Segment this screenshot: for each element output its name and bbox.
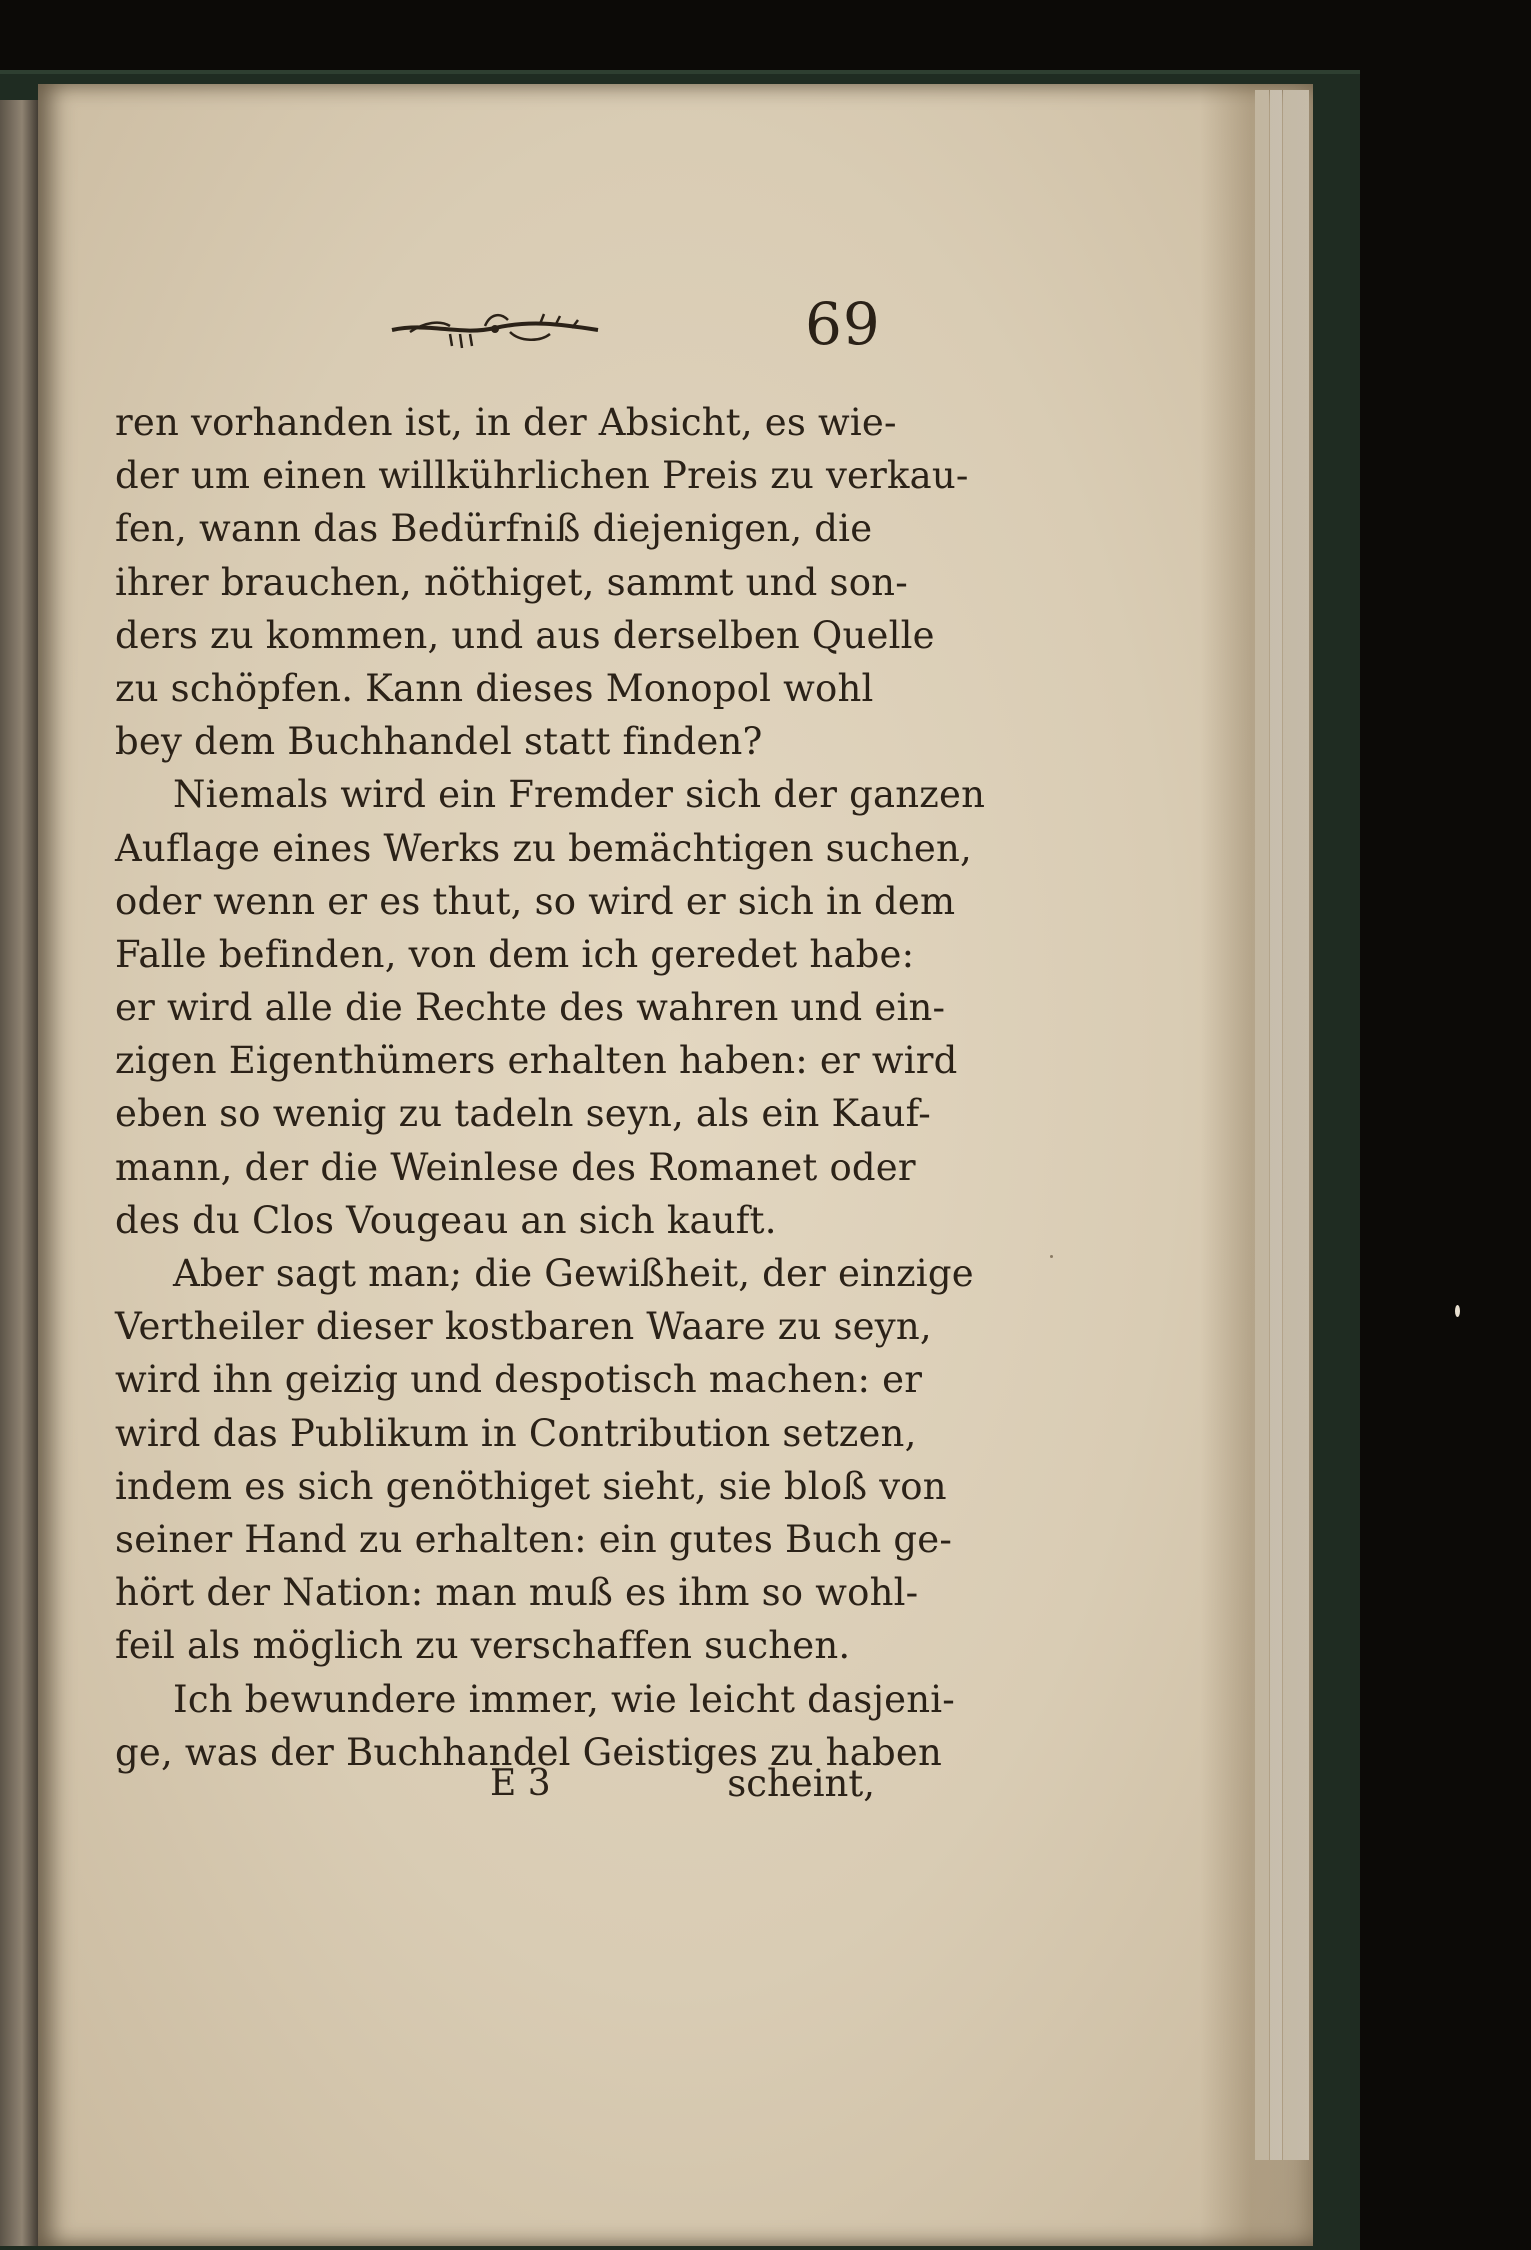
page-shadow [1200,84,1313,2246]
text-line: zigen Eigenthümers erhalten haben: er wird [115,1039,958,1083]
text-line: ders zu kommen, und aus derselben Quelle [115,613,935,657]
text-line: wird ihn geizig und despotisch machen: er [115,1358,923,1402]
page-footer [115,1756,875,1812]
text-line: wird das Publikum in Contribution setzen, [115,1411,917,1455]
text-line: seiner Hand zu erhalten: ein gutes Buch ge- [115,1517,953,1561]
text-line: Vertheiler dieser kostbaren Waare zu seyn, [115,1305,932,1349]
text-line: ren vorhanden ist, in der Absicht, es wie- [115,401,897,444]
text-line: mann, der die Weinlese des Romanet oder [115,1145,916,1189]
text-line: indem es sich genöthiget sieht, sie bloß von [115,1464,947,1508]
ornament-rule-icon [390,302,600,356]
text-line: Auflage eines Werks zu bemächtigen suchen, [115,826,972,870]
text-line: ihrer brauchen, nöthiget, sammt und son- [115,560,908,604]
page-number: 69 [805,290,881,358]
text-line: Falle befinden, von dem ich geredet habe: [115,932,915,976]
text-line: zu schöpfen. Kann dieses Monopol wohl [115,666,874,710]
catchword: scheint, [727,1762,875,1805]
text-line: feil als möglich zu verschaffen suchen. [115,1624,851,1668]
paper-speck [1050,1255,1053,1258]
paper-speck [1455,1305,1460,1317]
text-line: er wird alle die Rechte des wahren und ein- [115,986,946,1030]
text-line: bey dem Buchhandel statt finden? [115,720,763,764]
body-text [115,396,986,1779]
text-line: Ich bewundere immer, wie leicht dasjeni- [173,1677,955,1721]
text-line: fen, wann das Bedürfniß diejenigen, die [115,507,873,551]
text-line: eben so wenig zu tadeln seyn, als ein Kauf- [115,1092,931,1136]
page-header [390,290,880,370]
text-line: oder wenn er es thut, so wird er sich in dem [115,879,956,923]
signature-mark: E 3 [490,1763,551,1804]
text-line: Aber sagt man; die Gewißheit, der einzige [173,1252,974,1295]
text-line: ge, was der Buchhandel Geistiges zu haben [115,1730,942,1774]
facing-page-edge [0,100,40,2246]
text-line: Niemals wird ein Fremder sich der ganzen [173,773,986,817]
text-line: des du Clos Vougeau an sich kauft. [115,1198,777,1242]
text-line: hört der Nation: man muß es ihm so wohl- [115,1571,919,1615]
text-line: der um einen willkührlichen Preis zu verkau- [115,454,969,498]
